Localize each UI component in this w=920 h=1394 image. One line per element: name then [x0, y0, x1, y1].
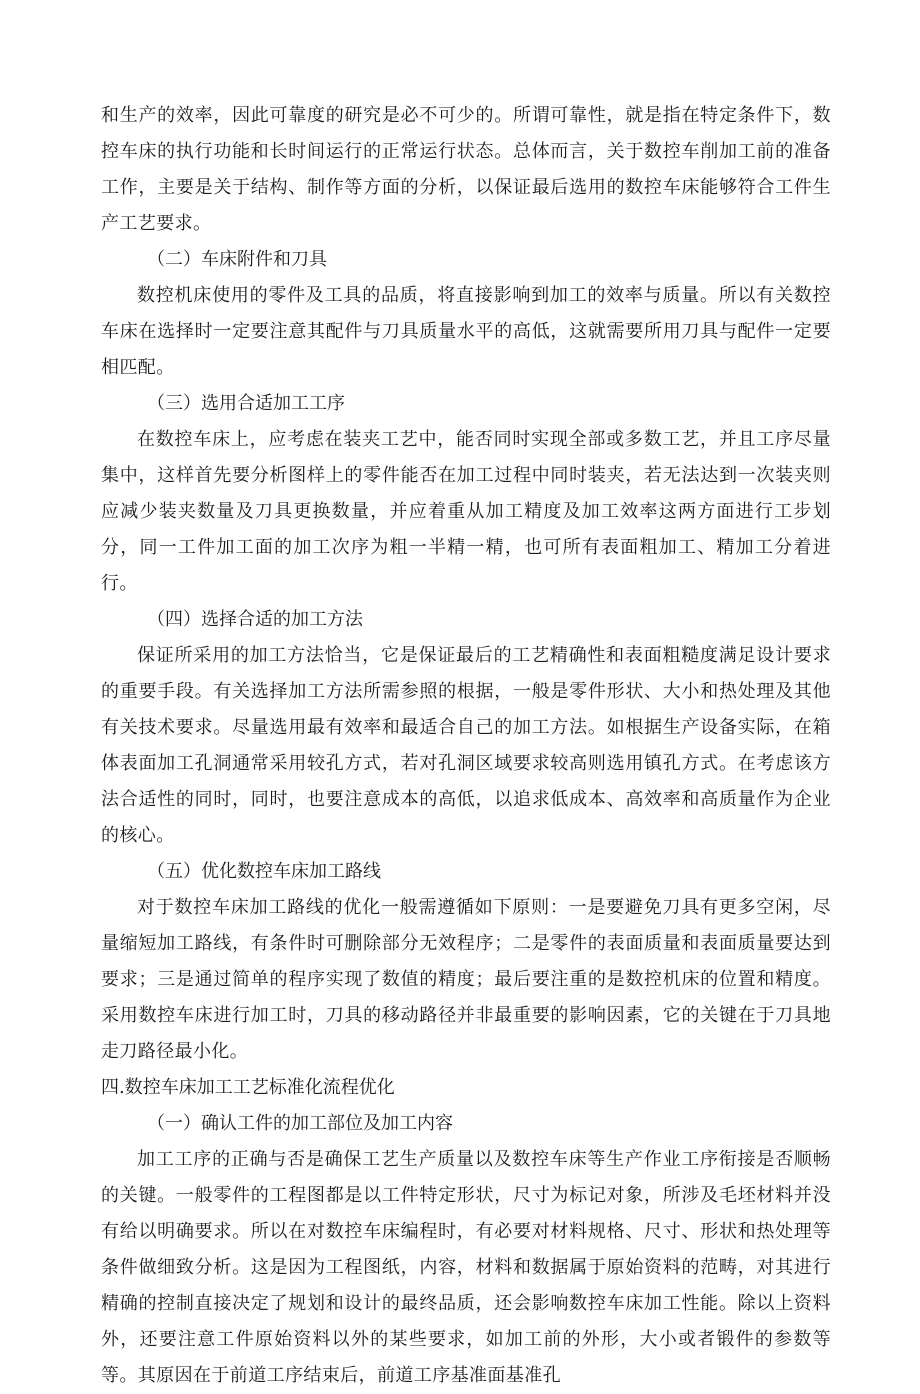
chapter-heading-standardization: 四.数控车床加工工艺标准化流程优化	[101, 1077, 395, 1098]
paragraph-continuation: 和生产的效率，因此可靠度的研究是必不可少的。所谓可靠性，就是指在特定条件下，数控车床的执行功能和长时间运行的正常运行状态。总体而言，关于数控车削加工前的准备工作，主要是关于结构、制作等方面的分析，以保证最后选用的数控车床能够符合工件生产工艺要求。	[101, 105, 831, 234]
document-body	[101, 98, 831, 1394]
section-heading-optimize-route: （五）优化数控车床加工路线	[147, 861, 381, 882]
section-heading-select-process: （三）选用合适加工工序	[147, 393, 345, 414]
paragraph-select-method: 保证所采用的加工方法恰当，它是保证最后的工艺精确性和表面粗糙度满足设计要求的重要手段。有关选择加工方法所需参照的根据，一般是零件形状、大小和热处理及其他有关技术要求。尽量选用最有效率和最适合自己的加工方法。如根据生产设备实际，在箱体表面加工孔洞通常采用较孔方式，若对孔洞区域要求较高则选用镇孔方式。在考虑该方法合适性的同时，同时，也要注意成本的高低，以追求低成本、高效率和高质量作为企业的核心。	[101, 645, 831, 846]
paragraph-accessories-and-tools: 数控机床使用的零件及工具的品质，将直接影响到加工的效率与质量。所以有关数控车床在选择时一定要注意其配件与刀具质量水平的高低，这就需要所用刀具与配件一定要相匹配。	[101, 285, 831, 378]
paragraph-select-process: 在数控车床上，应考虑在装夹工艺中，能否同时实现全部或多数工艺，并且工序尽量集中，这样首先要分析图样上的零件能否在加工过程中同时装夹，若无法达到一次装夹则应减少装夹数量及刀具更换数量，并应着重从加工精度及加工效率这两方面进行工步划分，同一工件加工面的加工次序为粗一半精一精，也可所有表面粗加工、精加工分着进行。	[101, 429, 831, 594]
section-heading-select-method: （四）选择合适的加工方法	[147, 609, 363, 630]
section-heading-confirm-parts: （一）确认工件的加工部位及加工内容	[147, 1113, 453, 1134]
paragraph-optimize-route: 对于数控车床加工路线的优化一般需遵循如下原则：一是要避免刀具有更多空闲，尽量缩短加工路线，有条件时可删除部分无效程序；二是零件的表面质量和表面质量要达到要求；三是通过简单的程序实现了数值的精度；最后要注重的是数控机床的位置和精度。采用数控车床进行加工时，刀具的移动路径并非最重要的影响因素，它的关键在于刀具地走刀路径最小化。	[101, 897, 831, 1062]
section-heading-accessories-and-tools: （二）车床附件和刀具	[147, 249, 327, 270]
paragraph-confirm-parts: 加工工序的正确与否是确保工艺生产质量以及数控车床等生产作业工序衔接是否顺畅的关键。一般零件的工程图都是以工件特定形状，尺寸为标记对象，所涉及毛坯材料并没有给以明确要求。所以在对数控车床编程时，有必要对材料规格、尺寸、形状和热处理等条件做细致分析。这是因为工程图纸，内容，材料和数据属于原始资料的范畴，对其进行精确的控制直接决定了规划和设计的最终品质，还会影响数控车床加工性能。除以上资料外，还要注意工件原始资料以外的某些要求，如加工前的外形，大小或者锻件的参数等等。其原因在于前道工序结束后，前道工序基准面基准孔	[101, 1149, 831, 1386]
